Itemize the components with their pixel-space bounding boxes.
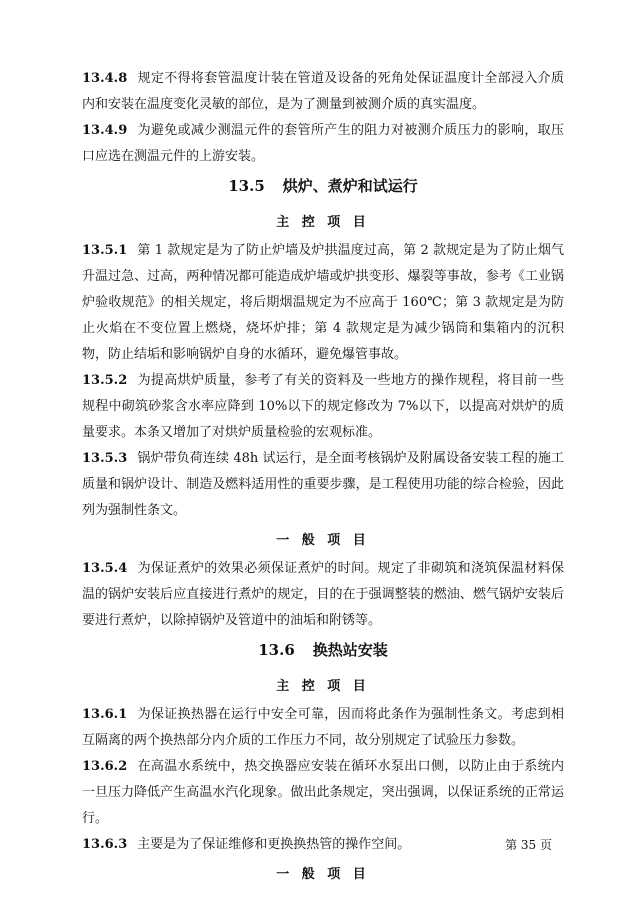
page-number: 第 35 页 — [505, 838, 552, 852]
clause-13-4-8 — [82, 66, 564, 118]
clause-13-5-4 — [82, 556, 564, 634]
section-number: 13.5 — [228, 177, 265, 195]
section-title: 烘炉、煮炉和试运行 — [282, 177, 418, 195]
clause-number: 13.6.2 — [82, 759, 128, 774]
clause-number: 13.5.4 — [82, 561, 128, 576]
clause-text: 锅炉带负荷连续 48h 试运行，是全面考核锅炉及附属设备安装工程的施工质量和锅炉设计、制造及燃料适用性的重要步骤，是工程使用功能的综合检验，因此列为强制性条文。 — [82, 451, 564, 518]
clause-number: 13.6.3 — [82, 837, 128, 852]
subheading-general: 一 般 项 目 — [276, 867, 370, 882]
clause-text: 规定不得将套管温度计装在管道及设备的死角处保证温度计全部浸入介质内和安装在温度变化灵敏的部位，是为了测量到被测介质的真实温度。 — [82, 71, 564, 112]
clause-13-5-3 — [82, 446, 564, 524]
clause-number: 13.4.8 — [82, 71, 128, 86]
subheading-general: 一 般 项 目 — [276, 533, 370, 548]
clause-13-6-3 — [82, 832, 564, 858]
section-heading-13-6 — [82, 634, 564, 670]
clause-number: 13.4.9 — [82, 123, 128, 138]
section-heading-13-5 — [82, 170, 564, 206]
subheading-main-control: 主 控 项 目 — [276, 679, 370, 694]
clause-13-4-9 — [82, 118, 564, 170]
clause-number: 13.5.1 — [82, 243, 128, 258]
clause-number: 13.6.1 — [82, 707, 128, 722]
section-title: 换热站安装 — [312, 641, 388, 659]
clause-number: 13.5.2 — [82, 373, 128, 388]
clause-text: 第 1 款规定是为了防止炉墙及炉拱温度过高，第 2 款规定是为了防止烟气升温过急、过高，两种情况都可能造成炉墙或炉拱变形、爆裂等事故，参考《工业锅炉验收规范》的相关规定，将后期烟温规定为不应高于 160℃；第 3 款规定是为防止火焰在不变位置上燃烧，烧坏炉排；第 4 款规定是为减少锅筒和集箱内的沉积物，防止结垢和影响锅炉自身的水循环，避免爆管事故。 — [82, 243, 564, 362]
document-body — [82, 66, 564, 890]
clause-number: 13.5.3 — [82, 451, 128, 466]
clause-text: 为避免或减少测温元件的套管所产生的阻力对被测介质压力的影响，取压口应选在测温元件的上游安装。 — [82, 123, 564, 164]
subheading-main-control: 主 控 项 目 — [276, 215, 370, 230]
clause-13-5-1 — [82, 238, 564, 368]
clause-13-6-1 — [82, 702, 564, 754]
clause-text: 为保证换热器在运行中安全可靠，因而将此条作为强制性条文。考虑到相互隔离的两个换热部分内介质的工作压力不同，故分别规定了试验压力参数。 — [82, 707, 564, 748]
section-number: 13.6 — [258, 641, 295, 659]
clause-13-6-2 — [82, 754, 564, 832]
clause-text: 为提高烘炉质量，参考了有关的资料及一些地方的操作规程，将目前一些规程中砌筑砂浆含水率应降到 10%以下的规定修改为 7%以下，以提高对烘炉的质量要求。本条又增加了对烘炉质量检验的宏观标准。 — [82, 373, 564, 440]
clause-text: 为保证煮炉的效果必须保证煮炉的时间。规定了非砌筑和浇筑保温材料保温的锅炉安装后应直接进行煮炉的规定，目的在于强调整装的燃油、燃气锅炉安装后要进行煮炉，以除掉锅炉及管道中的油垢和附锈等。 — [82, 561, 564, 628]
clause-text: 主要是为了保证维修和更换换热管的操作空间。 — [137, 837, 411, 852]
clause-text: 在高温水系统中，热交换器应安装在循环水泵出口侧，以防止由于系统内一旦压力降低产生高温水汽化现象。做出此条规定，突出强调，以保证系统的正常运行。 — [82, 759, 564, 826]
clause-13-5-2 — [82, 368, 564, 446]
